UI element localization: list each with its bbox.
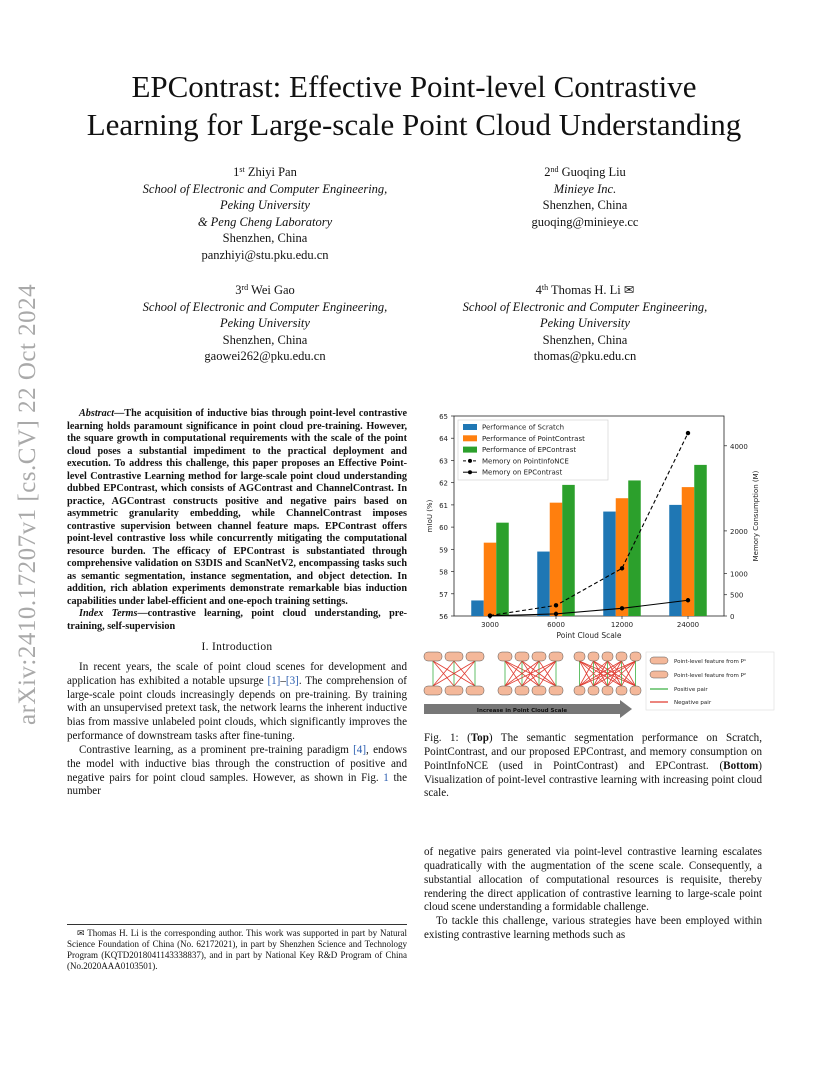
title-line-2: Learning for Large-scale Point Cloud Understanding bbox=[86, 107, 742, 142]
feature-node bbox=[445, 686, 463, 695]
author-name: Thomas H. Li ✉ bbox=[551, 283, 635, 297]
x-tick-label: 3000 bbox=[481, 621, 499, 629]
footnote: ✉ Thomas H. Li is the corresponding author. This work was supported in part by Natural Science Foundation of China (No. 62172021), in part by Shenzhen Science and Technology Program (KQTD2018041143338837), and in part by National Key R&D Program of China (No.2020AAA0103501). bbox=[67, 928, 407, 971]
y-right-tick-label: 0 bbox=[730, 613, 735, 621]
feature-node bbox=[549, 652, 563, 661]
y-right-tick-label: 4000 bbox=[730, 442, 748, 451]
feature-node bbox=[466, 652, 484, 661]
feature-node bbox=[549, 686, 563, 695]
figure-caption: Fig. 1: (Top) The semantic segmentation performance on Scratch, PointContrast, and our proposed EPContrast, and memory consumption on PointInfoNCE (used in PointContrast) and EPContrast. (Bottom) Visualization of point-level contrastive learning with increasing point cloud scale. bbox=[424, 732, 762, 800]
feature-node bbox=[532, 686, 546, 695]
legend-swatch bbox=[463, 447, 477, 453]
contrastive-visualization-diagram bbox=[418, 648, 780, 723]
x-tick-label: 6000 bbox=[547, 621, 565, 629]
legend-swatch bbox=[650, 657, 668, 664]
y-tick-label: 62 bbox=[439, 479, 448, 488]
y-right-tick-label: 2000 bbox=[730, 527, 748, 536]
memory-point bbox=[686, 431, 690, 435]
bar bbox=[628, 480, 641, 616]
x-tick-label: 24000 bbox=[676, 621, 700, 629]
feature-node bbox=[532, 652, 546, 661]
author-block-3: 3rd Wei Gao School of Electronic and Computer Engineering, Peking University Shenzhen, China gaowei262@pku.edu.cn bbox=[100, 282, 430, 365]
feature-node bbox=[424, 652, 442, 661]
y-tick-label: 63 bbox=[439, 457, 448, 466]
feature-node bbox=[588, 686, 599, 695]
legend-label: Point-level feature from P¹ bbox=[674, 659, 747, 665]
feature-node bbox=[616, 652, 627, 661]
citation-link[interactable]: [1] bbox=[267, 674, 281, 687]
author-block-2: 2nd Guoqing Liu Minieye Inc. Shenzhen, China guoqing@minieye.cc bbox=[420, 164, 750, 230]
y-tick-label: 59 bbox=[439, 546, 448, 555]
memory-point bbox=[686, 598, 690, 602]
author-name: Wei Gao bbox=[251, 283, 295, 297]
feature-node bbox=[630, 686, 641, 695]
feature-node bbox=[574, 652, 585, 661]
bar bbox=[694, 465, 707, 616]
intro-paragraph-2: Contrastive learning, as a prominent pre-training paradigm [4], endows the model with inductive bias through the construction of positive and negative pairs for point cloud samples. However, as shown in Fig. 1 the number bbox=[67, 743, 408, 798]
left-column bbox=[67, 408, 407, 799]
footnote-rule bbox=[67, 924, 407, 925]
feature-node bbox=[466, 686, 484, 695]
legend-label: Point-level feature from P² bbox=[674, 673, 747, 679]
y-tick-label: 60 bbox=[439, 524, 448, 533]
feature-node bbox=[616, 686, 627, 695]
right-column bbox=[424, 846, 762, 943]
memory-point bbox=[620, 606, 624, 610]
abstract: Abstract—The acquisition of inductive bias through point-level contrastive learning holds paramount significance in point cloud pre-training. However, the square growth in computational requirements with the scale of the point cloud poses a substantial impediment to the practical deployment and execution. To address this challenge, this paper proposes an Effective Point-level Contrastive Learning method for large-scale point cloud understanding dubbed EPContrast, which consists of AGContrast and ChannelContrast. In practice, AGContrast constructs positive and negative pairs based on asymmetric granularity embedding, while ChannelContrast imposes contrastive supervision between channel feature maps. EPContrast offers point-level contrastive loss while concurrently mitigating the computational resource burden. The efficacy of EPContrast is substantiated through comprehensive validation on S3DIS and ScanNetV2, encompassing tasks such as semantic segmentation, instance segmentation, and object detection. In addition, rich ablation experiments demonstrate remarkable bias induction capabilities under label-efficient and one-epoch training settings. Index Terms—contrastive learning, point cloud understanding, pre-training, self-supervision bbox=[67, 408, 407, 632]
memory-point bbox=[488, 614, 492, 618]
bar bbox=[496, 523, 509, 616]
author-block-4: 4th Thomas H. Li ✉ School of Electronic and Computer Engineering, Peking University Shenzhen, China thomas@pku.edu.cn bbox=[420, 282, 750, 365]
author-email: thomas@pku.edu.cn bbox=[533, 349, 637, 364]
legend-swatch bbox=[463, 435, 477, 441]
scale-arrow-head bbox=[620, 700, 632, 718]
author-name: Guoqing Liu bbox=[561, 165, 626, 179]
memory-point bbox=[554, 603, 558, 607]
memory-line bbox=[490, 600, 688, 616]
y-tick-label: 58 bbox=[439, 568, 448, 577]
feature-node bbox=[630, 652, 641, 661]
title-line-1: EPContrast: Effective Point-level Contrastive bbox=[131, 69, 697, 104]
citation-link[interactable]: [3] bbox=[285, 674, 299, 687]
feature-node bbox=[445, 652, 463, 661]
y-tick-label: 57 bbox=[439, 590, 448, 599]
y-tick-label: 56 bbox=[439, 613, 448, 621]
legend-label: Positive pair bbox=[674, 687, 708, 693]
y-right-tick-label: 1000 bbox=[730, 570, 748, 579]
bar bbox=[616, 498, 629, 616]
arxiv-stamp: arXiv:2410.17207v1 [cs.CV] 22 Oct 2024 bbox=[14, 283, 41, 725]
y-axis-label: mIoU (%) bbox=[426, 499, 434, 533]
bar bbox=[603, 512, 616, 616]
bar bbox=[484, 543, 497, 616]
bar bbox=[471, 600, 484, 616]
memory-point bbox=[554, 612, 558, 616]
legend-label: Memory on PointInfoNCE bbox=[482, 457, 569, 466]
y-right-axis-label: Memory Consumption (M) bbox=[752, 470, 760, 562]
feature-node bbox=[498, 686, 512, 695]
feature-node bbox=[515, 686, 529, 695]
y-tick-label: 64 bbox=[439, 435, 448, 444]
feature-node bbox=[602, 652, 613, 661]
legend-label: Memory on EPContrast bbox=[482, 468, 563, 477]
feature-node bbox=[424, 686, 442, 695]
author-name: Zhiyi Pan bbox=[247, 165, 297, 179]
figure-link[interactable]: 1 bbox=[383, 771, 389, 784]
legend-swatch bbox=[650, 671, 668, 678]
y-right-tick-label: 500 bbox=[730, 591, 744, 600]
y-tick-label: 65 bbox=[439, 413, 448, 421]
intro-paragraph-1: In recent years, the scale of point cloud scenes for development and application has exhibited a notable upsurge [1]–[3]. The comprehension of large-scale point clouds increasingly depends on pre-training. By training with an unsupervised pretext task, the network learns the inherent inductive bias from massive unlabeled point clouds, which significantly improves the performance of downstream tasks after fine-tuning. bbox=[67, 660, 407, 743]
y-tick-label: 61 bbox=[439, 501, 448, 510]
feature-node bbox=[602, 686, 613, 695]
author-email: guoqing@minieye.cc bbox=[531, 214, 639, 229]
legend-label: Performance of PointContrast bbox=[482, 434, 585, 443]
feature-node bbox=[574, 686, 585, 695]
legend-swatch bbox=[463, 424, 477, 430]
x-axis-label: Point Cloud Scale bbox=[556, 631, 622, 640]
performance-memory-chart bbox=[418, 408, 780, 648]
bar bbox=[550, 503, 563, 616]
legend-label: Performance of Scratch bbox=[482, 423, 565, 432]
legend-label: Negative pair bbox=[674, 700, 712, 706]
right-paragraph-1: of negative pairs generated via point-level contrastive learning escalates quadratically with the augmentation of the scene scale. Consequently, a substantial allocation of computational resources is requisite, thereby rendering the direct application of contrastive learning to large-scale point cloud scene understanding a formidable challenge. bbox=[424, 846, 762, 914]
right-paragraph-2: To tackle this challenge, various strategies have been employed within existing contrastive learning methods such as bbox=[424, 915, 762, 942]
paper-title bbox=[40, 68, 788, 144]
author-email: panzhiyi@stu.pku.edu.cn bbox=[201, 247, 329, 262]
legend-marker bbox=[468, 459, 472, 463]
feature-node bbox=[588, 652, 599, 661]
author-block-1: 1st Zhiyi Pan School of Electronic and Computer Engineering, Peking University & Peng Cheng Laboratory Shenzhen, China panzhiyi@stu.pku.edu.cn bbox=[100, 164, 430, 264]
x-tick-label: 12000 bbox=[610, 621, 634, 629]
legend-label: Performance of EPContrast bbox=[482, 446, 577, 455]
memory-point bbox=[620, 566, 624, 570]
bar bbox=[669, 505, 682, 616]
feature-node bbox=[498, 652, 512, 661]
legend-marker bbox=[468, 470, 472, 474]
feature-node bbox=[515, 652, 529, 661]
bar bbox=[682, 487, 695, 616]
arrow-label: Increase in Point Cloud Scale bbox=[476, 708, 568, 714]
author-email: gaowei262@pku.edu.cn bbox=[204, 349, 326, 364]
section-heading: I. Introduction bbox=[201, 641, 273, 653]
citation-link[interactable]: [4] bbox=[353, 743, 367, 756]
